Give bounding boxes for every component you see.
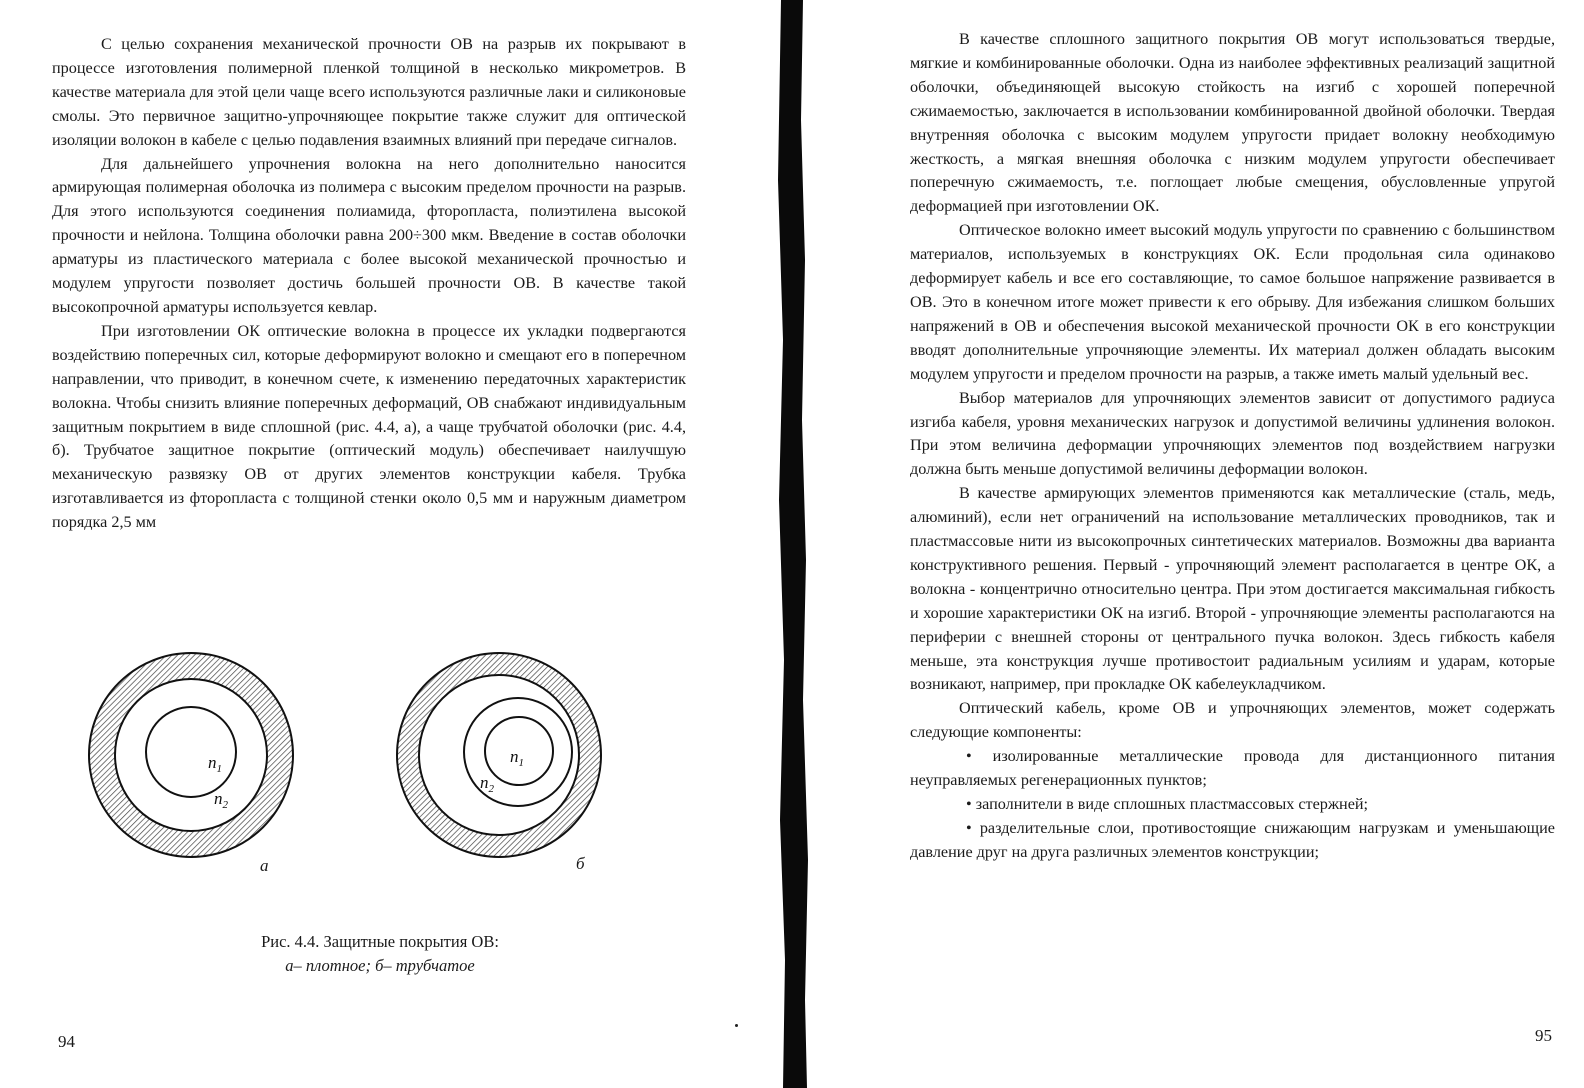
n1-label: $n_1$ xyxy=(510,747,524,769)
figure-b-tube-coating xyxy=(394,650,604,860)
figure-b-label: б xyxy=(576,854,585,873)
figure-caption xyxy=(150,930,610,978)
bullet-item-3: • разделительные слои, противостоящие снижающим нагрузкам и уменьшающие давление друг на друга различных элементов конструкции; xyxy=(910,817,1555,865)
right-paragraph-2: Оптическое волокно имеет высокий модуль упругости по сравнению с большинством материалов, используемых в конструкциях ОК. Если продольная сила одинаково деформирует кабель и все его составляющие, то самое большое напряжение развивается в ОВ. Это в конечном итоге может привести к его обрыву. Для избежания слишком больших напряжений в ОВ и обеспечения высокой механической прочности ОК в его конструкции вводят дополнительные упрочняющие элементы. Их материал должен обладать высоким модулем упругости и пределом прочности на разрыв, а также иметь малый удельный вес. xyxy=(910,221,1555,383)
bullet-item-1: • изолированные металлические провода для дистанционного питания неуправляемых регенерационных пунктов; xyxy=(910,745,1555,793)
n1-label: $n_1$ xyxy=(208,753,222,775)
caption-subtitle: а– плотное; б– трубчатое xyxy=(285,956,475,975)
left-page xyxy=(0,0,760,1088)
right-paragraph-1: В качестве сплошного защитного покрытия ОВ могут использоваться твердые, мягкие и комбинированные оболочки. Одна из наиболее эффективных реализаций защитной оболочки, объединяющей высокую стойкость на изгиб с хорошей поперечной сжимаемостью, заключается в использовании комбинированной двойной оболочки. Твердая внутренняя оболочка с высоким модулем упругости придает волокну необходимую жесткость, а мягкая внешняя оболочка с низким модулем упругости обеспечивает поперечную сжимаемость, т.е. поглощает любые смещения, обусловленные упругой деформацией при изготовлении ОК. xyxy=(910,30,1555,216)
fiber-core-circle xyxy=(485,717,553,785)
right-paragraph-3: Выбор материалов для упрочняющих элементов зависит от допустимого радиуса изгиба кабеля, уровня механических нагрузок и допустимой величины удлинения волокон. При этом величина деформации упрочняющих элементов под воздействием нагрузки должна быть меньше допустимой величины деформации волокон. xyxy=(910,388,1555,479)
left-paragraph-1: С целью сохранения механической прочности ОВ на разрыв их покрывают в процессе изготовления полимерной пленкой толщиной в несколько микрометров. В качестве материала для этой цели чаще всего используются различные лаки и силиконовые смолы. Это первичное защитно-упрочняющее покрытие также служит для оптической изоляции волокон в кабеле с целью подавления взаимных влияний при передаче сигналов. xyxy=(52,35,686,149)
page-number-left: 94 xyxy=(58,1032,75,1051)
core-circle xyxy=(146,707,236,797)
figure-a-label: а xyxy=(260,856,269,875)
n2-label: $n_2$ xyxy=(214,789,228,811)
left-paragraph-2: Для дальнейшего упрочнения волокна на него дополнительно наносится армирующая полимерная оболочка из полимера с высоким пределом прочности на разрыв. Для этого используются соединения полиамида, фторопласта, полиэтилена высокой прочности и нейлона. Толщина оболочки равна 200÷300 мкм. Введение в состав оболочки арматуры из пластического материала с более высокой механической прочностью и модулем упругости позволяет достичь большей прочности ОВ. В качестве такой высокопрочной арматуры используется кевлар. xyxy=(52,154,686,316)
caption-title: Рис. 4.4. Защитные покрытия ОВ: xyxy=(261,932,499,951)
n2-label: $n_2$ xyxy=(480,773,494,795)
left-text-block xyxy=(52,33,686,535)
right-text-block xyxy=(910,28,1555,865)
right-page xyxy=(800,0,1584,1088)
figure-a-tight-coating xyxy=(86,650,296,860)
scan-speck xyxy=(735,1024,738,1027)
right-paragraph-5: Оптический кабель, кроме ОВ и упрочняющих элементов, может содержать следующие компоненты: xyxy=(910,699,1555,742)
right-paragraph-4: В качестве армирующих элементов применяются как металлические (сталь, медь, алюминий), если нет ограничений на использование металлических проводников, так и пластмассовые нити из высокопрочных синтетических материалов. Возможны два варианта конструктивного решения. Первый - упрочняющий элемент располагается в центре ОК, а волокна - концентрично относительно центра. При этом достигается максимальная гибкость и хорошие характеристики ОК на изгиб. Второй - упрочняющие элементы располагаются на периферии с внешней стороны от центрального пучка волокон. Здесь гибкость кабеля меньше, эта конструкция лучше противостоит радиальным усилиям и ударам, которые возникают, например, при прокладке ОК кабелеукладчиком. xyxy=(910,484,1555,694)
page-number-right: 95 xyxy=(1535,1026,1552,1045)
bullet-item-2: • заполнители в виде сплошных пластмассовых стержней; xyxy=(910,793,1555,817)
left-paragraph-3: При изготовлении ОК оптические волокна в процессе их укладки подвергаются воздействию поперечных сил, которые деформируют волокно и смещают его в поперечном направлении, что приводит, в конечном счете, к изменению передаточных характеристик волокна. Чтобы снизить влияние поперечных деформаций, ОВ снабжают индивидуальным защитным покрытием в виде сплошной (рис. 4.4, а), а чаще трубчатой оболочки (рис. 4.4, б). Трубчатое защитное покрытие (оптический модуль) обеспечивает наилучшую механическую развязку ОВ от других элементов конструкции кабеля. Трубка изготавливается из фторопласта с толщиной стенки около 0,5 мм и наружным диаметром порядка 2,5 мм xyxy=(52,321,686,532)
